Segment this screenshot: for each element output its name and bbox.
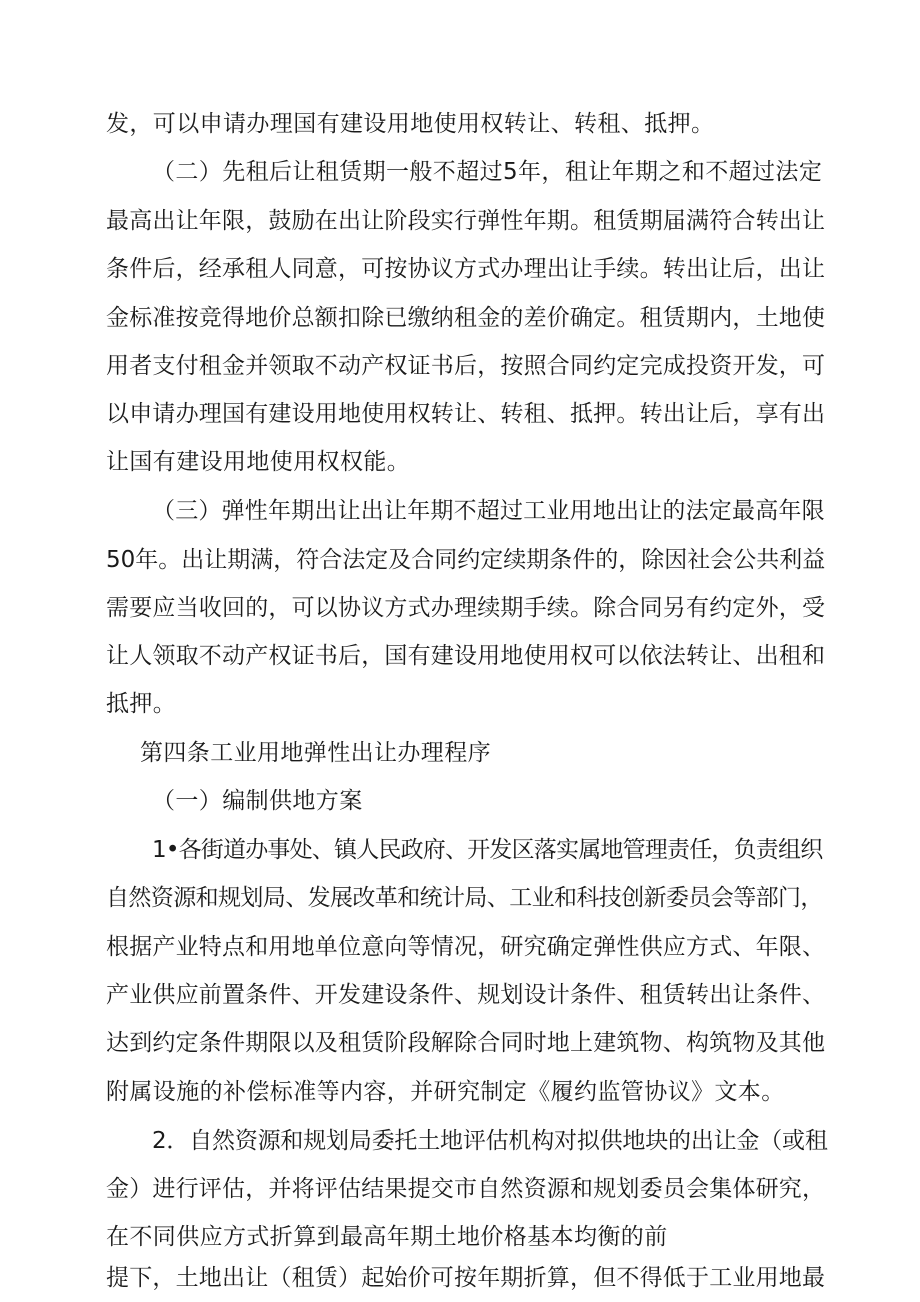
text-line-21: 附属设施的补偿标准等内容，并研究制定《履约监管协议》文本。 xyxy=(106,1079,785,1105)
text-line-13: 抵押。 xyxy=(106,691,177,717)
text-line-20: 达到约定条件期限以及租赁阶段解除合同时地上建筑物、构筑物及其他 xyxy=(106,1030,826,1056)
text-line-16: 1•各街道办事处、镇人民政府、开发区落实属地管理责任，负责组织 xyxy=(152,837,823,863)
text-line-10: 50年。出让期满，符合法定及合同约定续期条件的，除因社会公共利益 xyxy=(106,547,826,573)
text-line-8: 让国有建设用地使用权权能。 xyxy=(106,449,411,475)
text-line-9: （三）弹性年期出让出让年期不超过工业用地出让的法定最高年限 xyxy=(152,498,825,524)
text-line-5: 金标准按竞得地价总额扣除已缴纳租金的差价确定。租赁期内，土地使 xyxy=(106,305,826,331)
text-line-23: 金）进行评估，并将评估结果提交市自然资源和规划委员会集体研究， xyxy=(106,1176,826,1202)
text-line-11: 需要应当收回的，可以协议方式办理续期手续。除合同另有约定外，受 xyxy=(106,595,826,621)
text-line-2: （二）先租后让租赁期一般不超过5年，租让年期之和不超过法定 xyxy=(152,159,823,185)
text-line-22: 2．自然资源和规划局委托土地评估机构对拟供地块的出让金（或租 xyxy=(152,1128,828,1154)
text-line-1: 发，可以申请办理国有建设用地使用权转让、转租、抵押。 xyxy=(106,111,715,137)
text-line-19: 产业供应前置条件、开发建设条件、规划设计条件、租赁转出让条件、 xyxy=(106,982,826,1008)
text-line-12: 让人领取不动产权证书后，国有建设用地使用权可以依法转让、出租和 xyxy=(106,643,826,669)
text-line-7: 以申请办理国有建设用地使用权转让、转租、抵押。转出让后，享有出 xyxy=(106,401,826,427)
text-line-24: 在不同供应方式折算到最高年期土地价格基本均衡的前 xyxy=(106,1224,668,1250)
section-heading: 第四条工业用地弹性出让办理程序 xyxy=(140,740,491,766)
text-line-17: 自然资源和规划局、发展改革和统计局、工业和科技创新委员会等部门， xyxy=(106,885,823,911)
subsection-heading: （一）编制供地方案 xyxy=(152,788,363,814)
text-line-3: 最高出让年限，鼓励在出让阶段实行弹性年期。租赁期届满符合转出让 xyxy=(106,208,826,234)
text-line-18: 根据产业特点和用地单位意向等情况，研究确定弹性供应方式、年限、 xyxy=(106,934,826,960)
text-line-25: 提下，土地出让（租赁）起始价可按年期折算，但不得低于工业用地最 xyxy=(106,1265,826,1291)
text-line-4: 条件后，经承租人同意，可按协议方式办理出让手续。转出让后，出让 xyxy=(106,256,826,282)
text-line-6: 用者支付租金并领取不动产权证书后，按照合同约定完成投资开发，可 xyxy=(106,353,826,379)
